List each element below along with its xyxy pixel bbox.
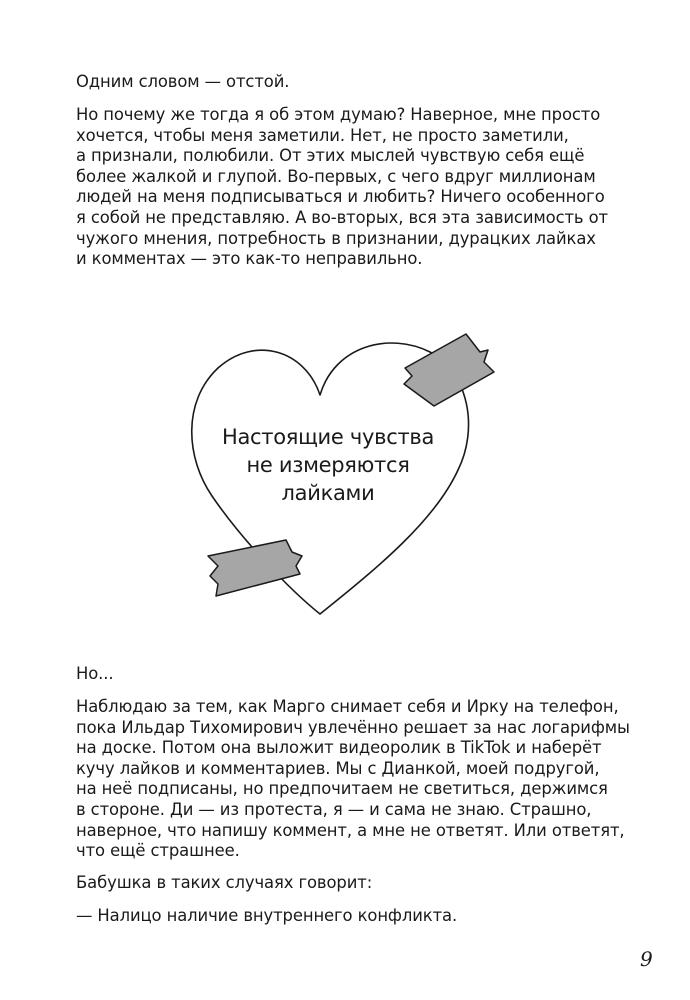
paragraph-5 xyxy=(76,873,636,894)
text-line: наверное, что напишу коммент, а мне не ответят. Или ответят, xyxy=(76,820,625,840)
text-line: Бабушка в таких случаях говорит: xyxy=(76,873,373,892)
paragraph-6 xyxy=(76,906,636,927)
heart-text-line-1: Настоящие чувства xyxy=(221,425,435,449)
text-line: на неё подписаны, но предпочитаем не светиться, держимся xyxy=(76,779,608,799)
text-line: Наблюдаю за тем, как Марго снимает себя и Ирку на телефон, xyxy=(76,697,619,716)
text-line: пока Ильдар Тихомирович увлечённо решает за нас логарифмы xyxy=(76,717,630,737)
page-number: 9 xyxy=(640,947,653,971)
text-line: в стороне. Ди — из протеста, я — и сама не знаю. Страшно, xyxy=(76,799,592,819)
text-line: — Налицо наличие внутреннего конфликта. xyxy=(76,906,458,925)
text-line: что ещё страшнее. xyxy=(76,841,240,861)
text-line: а признали, полюбили. От этих мыслей чувствую себя ещё xyxy=(76,146,585,166)
text-line: на доске. Потом она выложит видеоролик в TikTok и наберёт xyxy=(76,738,602,758)
text-line: Одним словом — отстой. xyxy=(76,72,290,91)
text-line: кучу лайков и комментариев. Мы с Дианкой, моей подругой, xyxy=(76,758,600,778)
text-line: людей на меня подписываться и любить? Ничего особенного xyxy=(76,187,605,207)
heart-text-line-2: не измеряются xyxy=(246,453,410,477)
text-line: чужого мнения, потребность в признании, дурацких лайках xyxy=(76,228,596,248)
text-line: более жалкой и глупой. Во-первых, с чего вдруг миллионам xyxy=(76,166,596,186)
text-line: и комментах — это как-то неправильно. xyxy=(76,249,423,269)
text-line: хочется, чтобы меня заметили. Нет, не просто заметили, xyxy=(76,125,569,145)
heart-text-line-3: лайками xyxy=(281,481,375,505)
text-line: Но... xyxy=(76,664,114,683)
text-line: я собой не представляю. А во-вторых, вся эта зависимость от xyxy=(76,207,608,227)
tape-bottom-left xyxy=(208,540,302,596)
paragraph-3 xyxy=(76,664,636,685)
paragraph-4 xyxy=(76,697,636,862)
text-line: Но почему же тогда я об этом думаю? Наверное, мне просто xyxy=(76,105,601,124)
